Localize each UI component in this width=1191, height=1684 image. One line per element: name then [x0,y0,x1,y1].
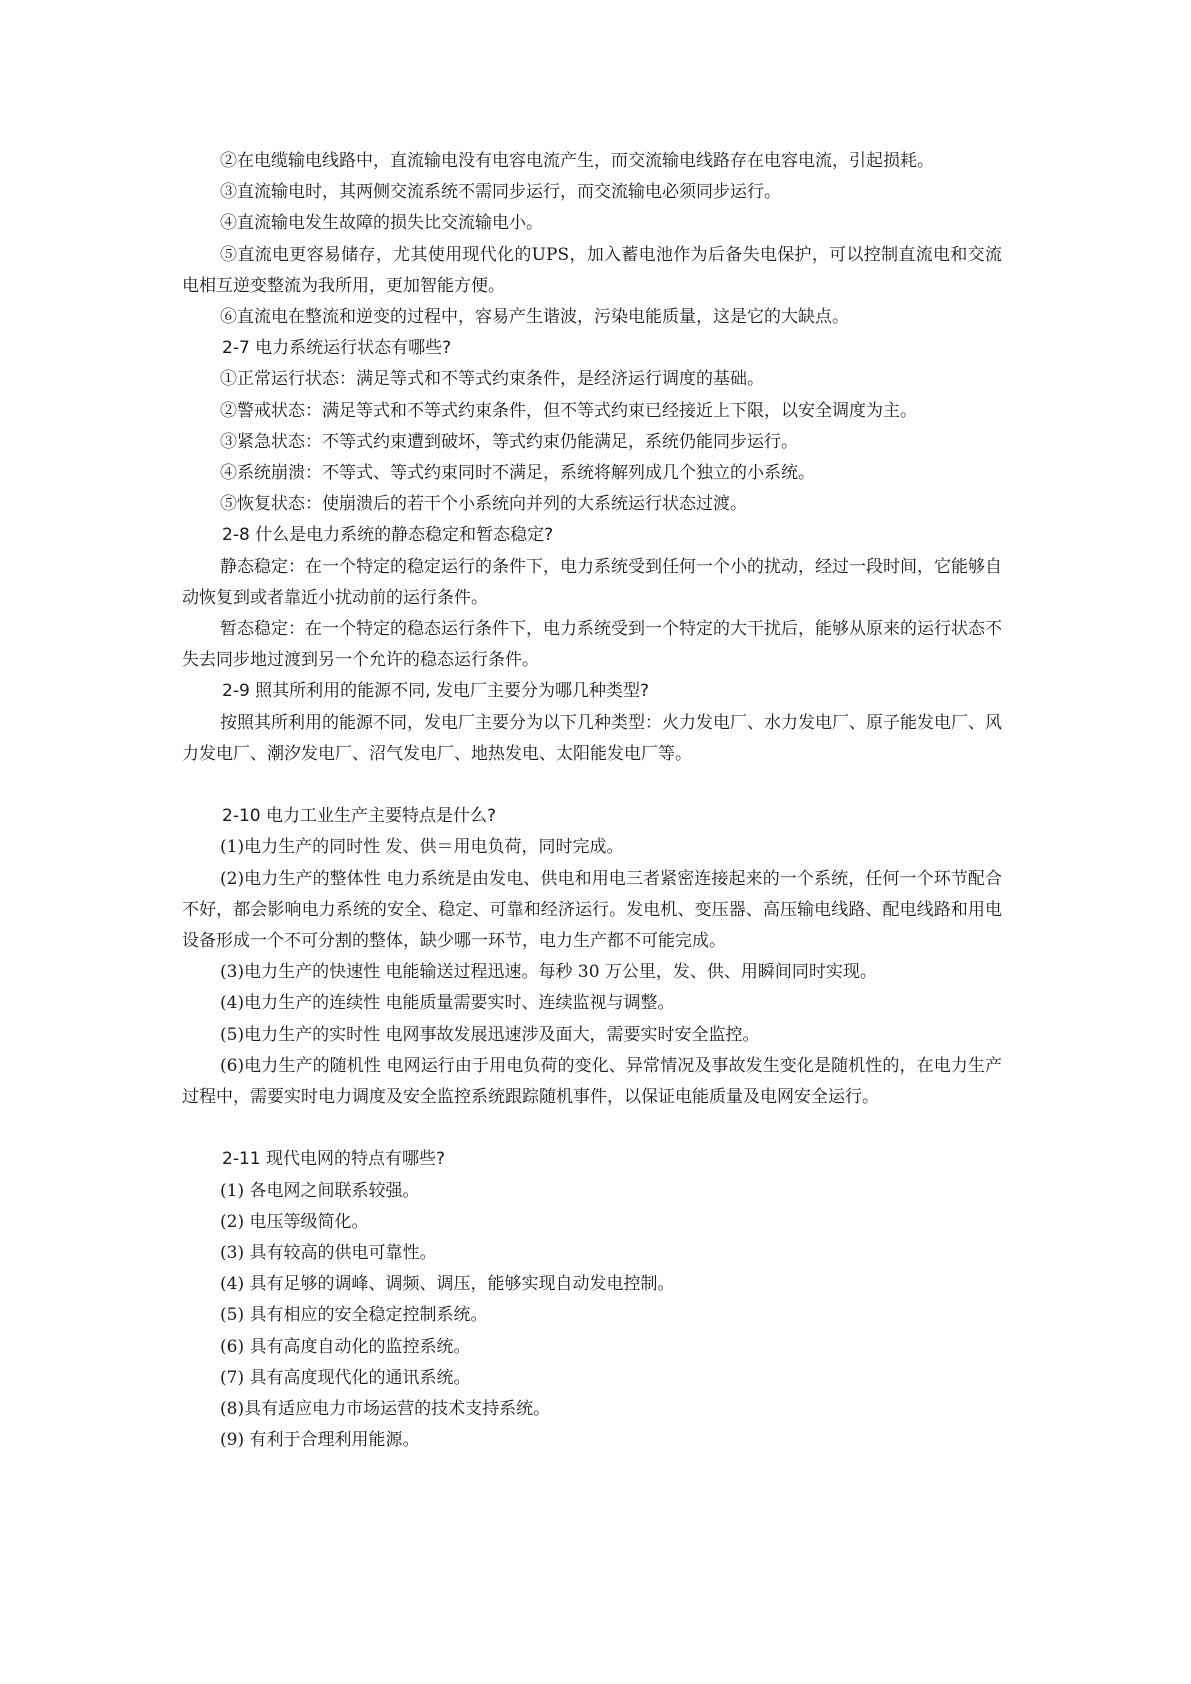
paragraph: 按照其所利用的能源不同，发电厂主要分为以下几种类型：火力发电厂、水力发电厂、原子能发电厂、风力发电厂、潮汐发电厂、沼气发电厂、地热发电、太阳能发电厂等。 [182,712,1002,764]
paragraph: 暂态稳定：在一个特定的稳态运行条件下，电力系统受到一个特定的大干扰后，能够从原来的运行状态不失去同步地过渡到另一个允许的稳态运行条件。 [182,619,1002,671]
list-item: (8)具有适应电力市场运营的技术支持系统。 [220,1399,551,1420]
list-item: (7) 具有高度现代化的通讯系统。 [220,1367,471,1388]
paragraph: (5)电力生产的实时性 电网事故发展迅速涉及面大，需要实时安全监控。 [220,1024,760,1045]
paragraph: 静态稳定：在一个特定的稳定运行的条件下，电力系统受到任何一个小的扰动，经过一段时间，它能够自动恢复到或者靠近小扰动前的运行条件。 [182,556,1002,608]
list-item: (5) 具有相应的安全稳定控制系统。 [220,1305,488,1326]
section-heading-2-10: 2-10 电力工业生产主要特点是什么? [222,806,497,827]
list-item: (1) 各电网之间联系较强。 [220,1180,420,1201]
paragraph: ①正常运行状态：满足等式和不等式约束条件，是经济运行调度的基础。 [220,369,764,390]
paragraph: ④系统崩溃：不等式、等式约束同时不满足，系统将解列成几个独立的小系统。 [220,463,815,484]
paragraph: ③紧急状态：不等式约束遭到破坏，等式约束仍能满足，系统仍能同步运行。 [220,431,798,452]
list-item: (6) 具有高度自动化的监控系统。 [220,1336,471,1357]
paragraph: ⑥直流电在整流和逆变的过程中，容易产生谐波，污染电能质量，这是它的大缺点。 [220,307,849,328]
list-item: (4) 具有足够的调峰、调频、调压，能够实现自动发电控制。 [220,1274,675,1295]
paragraph: ②在电缆输电线路中，直流输电没有电容电流产生，而交流输电线路存在电容电流，引起损耗。 [220,151,934,171]
paragraph: (1)电力生产的同时性 发、供＝用电负荷，同时完成。 [220,837,624,858]
list-item: (9) 有利于合理利用能源。 [220,1430,420,1451]
paragraph: ③直流输电时，其两侧交流系统不需同步运行，而交流输电必须同步运行。 [220,182,781,203]
paragraph: ⑤直流电更容易储存，尤其使用现代化的UPS，加入蓄电池作为后备失电保护，可以控制直流电和交流电相互逆变整流为我所用，更加智能方便。 [182,244,1002,296]
list-item: (2) 电压等级简化。 [220,1211,369,1232]
section-heading-2-11: 2-11 现代电网的特点有哪些? [222,1149,446,1170]
paragraph: (2)电力生产的整体性 电力系统是由发电、供电和用电三者紧密连接起来的一个系统，任何一个环节配合不好，都会影响电力系统的安全、稳定、可靠和经济运行。发电机、变压器、高压输电线路、配电线路和用电设备形成一个不可分割的整体，缺少哪一环节，电力生产都不可能完成。 [182,868,1002,952]
document-body [182,146,1002,1457]
blank-line [182,770,1002,801]
list-item: (3) 具有较高的供电可靠性。 [220,1243,437,1264]
paragraph: ④直流输电发生故障的损失比交流输电小。 [220,213,543,234]
section-heading-2-7: 2-7 电力系统运行状态有哪些? [222,338,452,359]
section-heading-2-8: 2-8 什么是电力系统的静态稳定和暂态稳定? [222,525,554,546]
paragraph: ②警戒状态：满足等式和不等式约束条件，但不等式约束已经接近上下限，以安全调度为主。 [220,400,917,421]
paragraph: (4)电力生产的连续性 电能质量需要实时、连续监视与调整。 [220,993,675,1014]
paragraph: (6)电力生产的随机性 电网运行由于用电负荷的变化、异常情况及事故发生变化是随机性的，在电力生产过程中，需要实时电力调度及安全监控系统跟踪随机事件，以保证电能质量及电网安全运行。 [182,1055,1002,1108]
paragraph: ⑤恢复状态：使崩溃后的若干个小系统向并列的大系统运行状态过渡。 [220,494,747,515]
paragraph: (3)电力生产的快速性 电能输送过程迅速。每秒 30 万公里，发、供、用瞬间同时实现。 [220,962,877,983]
blank-line [182,1113,1002,1144]
section-heading-2-9: 2-9 照其所利用的能源不同, 发电厂主要分为哪几种类型? [222,681,649,702]
